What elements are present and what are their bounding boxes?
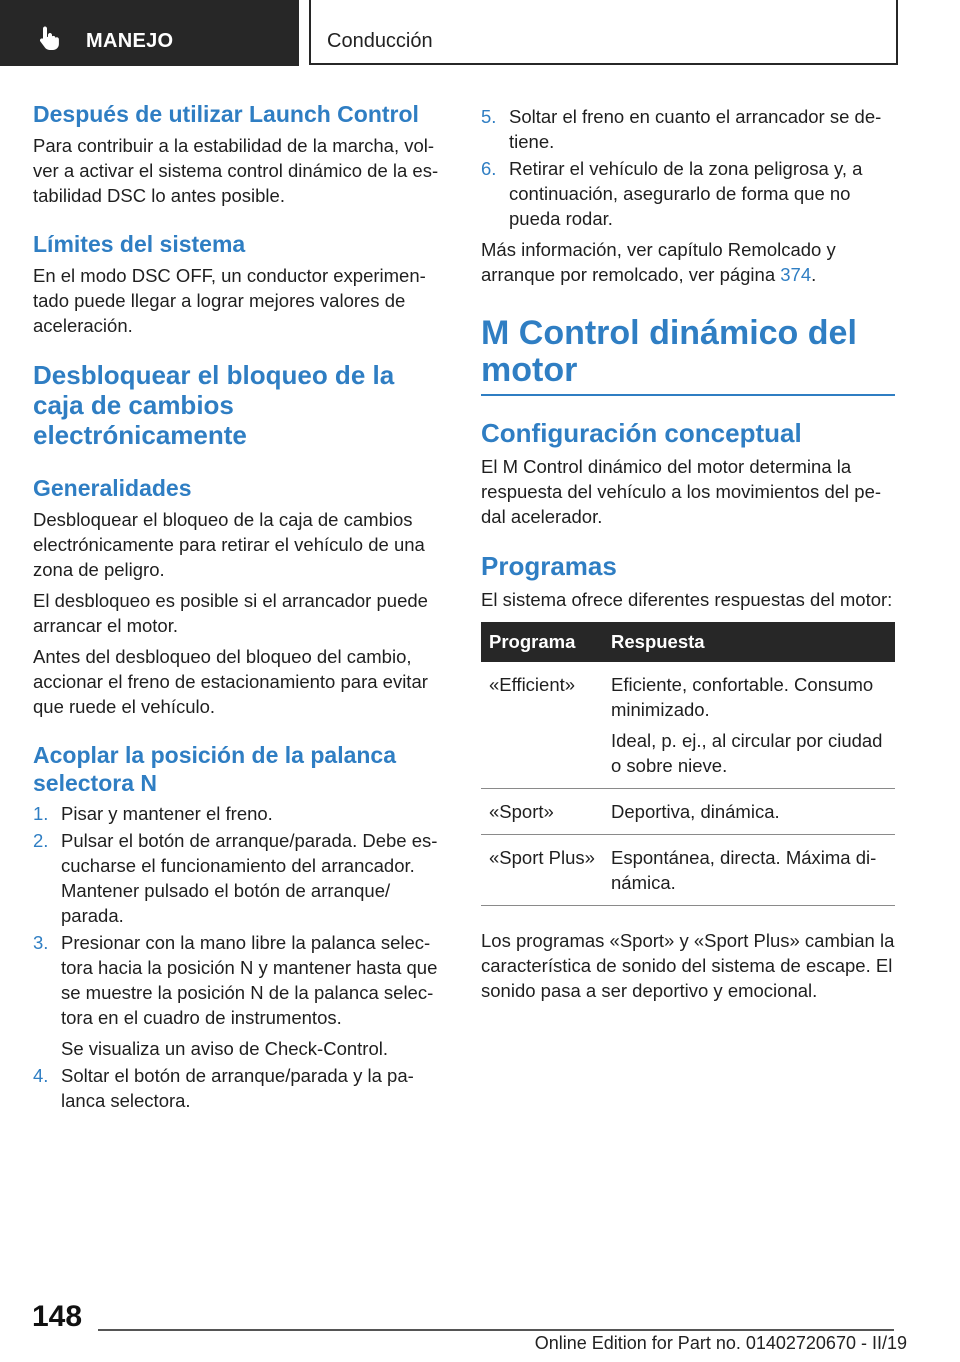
chapter-box [309, 0, 898, 65]
step-number: 2. [33, 830, 49, 851]
column-header-program: Programa [481, 622, 603, 662]
paragraph-after-launch: Para contribuir a la estabilidad de la marcha, volver a activar el sistema control dinámico de la estabilidad DSC lo antes posible. [33, 135, 439, 206]
page-number: 148 [32, 1300, 83, 1333]
paragraph-concept: El M Control dinámico del motor determina la respuesta del vehículo a los movimientos del pedal acelerador. [481, 455, 882, 527]
cell-response [603, 662, 895, 789]
step-text: Pisar y mantener el freno. [61, 803, 273, 824]
heading-concept: Configuración conceptual [481, 417, 802, 448]
heading-rule [481, 394, 895, 396]
table-row [481, 788, 895, 834]
list-item [33, 930, 445, 1061]
section-tab [0, 0, 299, 66]
section-title: MANEJO [86, 30, 174, 52]
paragraph-sound: Los programas «Sport» y «Sport Plus» cambian la característica de sonido del sistema de escape. El sonido pasa a ser deportivo y emocional. [481, 929, 895, 1001]
heading-after-launch-control: Después de utilizar Launch Control [33, 101, 419, 127]
steps-list-left [33, 801, 445, 1113]
step-number: 6. [481, 158, 497, 179]
paragraph-more-info [481, 237, 895, 287]
step-text: Pulsar el botón de arranque/parada. Debe escucharse el funcionamiento del arrancador. Mantener pulsado el botón de arranque/ parada. [61, 830, 438, 926]
step-number: 3. [33, 932, 49, 953]
list-item [481, 156, 895, 231]
cell-program: «Efficient» [481, 662, 603, 789]
column-header-response: Respuesta [603, 622, 895, 662]
response-text: Eficiente, confortable. Consumo minimizado. [611, 673, 874, 720]
footer-edition: Online Edition for Part no. 01402720670 - II/19 [534, 1333, 907, 1353]
steps-list-right [481, 104, 895, 231]
step-text: Soltar el botón de arranque/parada y la palanca selectora. [61, 1065, 414, 1111]
list-item [33, 828, 445, 928]
table-header-row [481, 622, 895, 662]
step-text: Presionar con la mano libre la palanca selectora hacia la posición N y mantener hasta que se muestre la posición N de la palanca selectora en el cuadro de instrumentos. [61, 932, 438, 1028]
step-number: 1. [33, 803, 49, 824]
list-item [481, 104, 895, 154]
step-text: Soltar el freno en cuanto el arrancador se detiene. [509, 106, 882, 152]
paragraph-system-limits: En el modo DSC OFF, un conductor experimentado puede llegar a lograr mejores valores de aceleración. [33, 265, 426, 336]
cell-program: «Sport Plus» [481, 834, 603, 905]
heading-programs: Programas [481, 550, 617, 581]
heading-couple-n: Acoplar la posición de la palanca selectora N [33, 742, 397, 796]
heading-m-control: M Control dinámico del motor [481, 314, 857, 389]
cell-response: Deportiva, dinámica. [603, 788, 895, 834]
paragraph-general-3: Antes del desbloqueo del bloqueo del cambio, accionar el freno de estacionamiento para evitar que ruede el vehículo. [33, 646, 428, 717]
programs-table [481, 622, 895, 906]
paragraph-general-1: Desbloquear el bloqueo de la caja de cambios electrónicamente para retirar el vehículo de una zona de peligro. [33, 509, 425, 580]
step-text: Retirar el vehículo de la zona peligrosa y, a continuación, asegurarlo de forma que no pueda rodar. [509, 158, 863, 229]
heading-general: Generalidades [33, 475, 192, 501]
chapter-title: Conducción [327, 30, 433, 52]
hand-pointer-icon [36, 24, 64, 52]
cell-program: «Sport» [481, 788, 603, 834]
more-info-suffix: . [811, 264, 817, 285]
footer-rule [98, 1329, 894, 1331]
step-note: Se visualiza un aviso de Check-Control. [61, 1038, 388, 1059]
paragraph-general-2: El desbloqueo es posible si el arrancador puede arrancar el motor. [33, 590, 428, 636]
table-row [481, 834, 895, 905]
right-column [481, 100, 895, 1003]
paragraph-programs: El sistema ofrece diferentes respuestas del motor: [481, 588, 893, 610]
step-number: 4. [33, 1065, 49, 1086]
more-info-text: Más información, ver capítulo Remolcado y arranque por remolcado, ver página [481, 239, 836, 285]
response-text-2: Ideal, p. ej., al circular por ciudad o sobre nieve. [611, 729, 883, 776]
left-column [33, 100, 445, 1113]
list-item [33, 1063, 445, 1113]
list-item [33, 801, 445, 826]
page-link-374[interactable]: 374 [780, 264, 812, 285]
heading-system-limits: Límites del sistema [33, 231, 246, 257]
heading-unlock-gearbox: Desbloquear el bloqueo de la caja de cambios electrónicamente [33, 360, 395, 450]
step-number: 5. [481, 106, 497, 127]
table-row [481, 662, 895, 789]
cell-response: Espontánea, directa. Máxima dinámica. [603, 834, 895, 905]
